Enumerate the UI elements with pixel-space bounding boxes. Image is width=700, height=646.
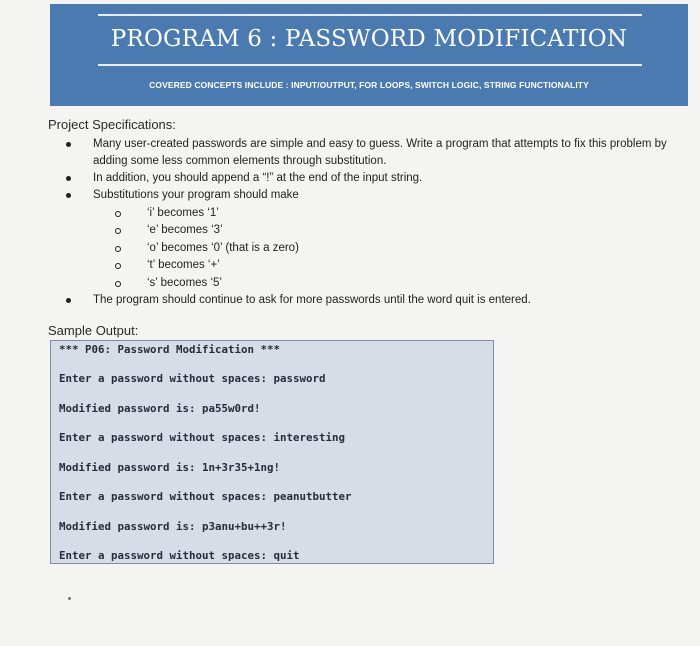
console-line: Modified password is: p3anu+bu++3r! [59, 520, 287, 533]
project-specifications-heading: Project Specifications: [48, 117, 176, 132]
substitution-item: ‘o’ becomes ‘0’ (that is a zero) [115, 240, 692, 257]
console-line: Enter a password without spaces: interesting [59, 431, 346, 444]
console-line: Enter a password without spaces: quit [59, 549, 300, 562]
covered-concepts-subtitle: COVERED CONCEPTS INCLUDE : INPUT/OUTPUT, FOR LOOPS, SWITCH LOGIC, STRING FUNCTIONALITY [149, 80, 589, 90]
spec-bullet-2: In addition, you should append a “!” at the end of the input string. [66, 170, 692, 187]
program-header-banner [50, 4, 688, 106]
substitution-item: ‘i’ becomes ‘1’ [115, 205, 692, 222]
console-line: Modified password is: 1n+3r35+1ng! [59, 461, 281, 474]
sample-output-console [50, 340, 494, 564]
substitution-item: ‘t’ becomes ‘+’ [115, 257, 692, 274]
console-line: Enter a password without spaces: password [59, 372, 326, 385]
specifications-list [66, 136, 692, 309]
spec-bullet-3-text: Substitutions your program should make [93, 189, 299, 201]
spec-bullet-1: Many user-created passwords are simple and easy to guess. Write a program that attempts to fix this problem by adding some less common elements through substitution. [66, 136, 692, 170]
substitution-item: ‘e’ becomes ‘3’ [115, 222, 692, 239]
page-title: PROGRAM 6 : PASSWORD MODIFICATION [110, 26, 628, 52]
sample-output-heading: Sample Output: [48, 323, 139, 338]
spec-bullet-3 [66, 187, 692, 292]
console-line: Enter a password without spaces: peanutbutter [59, 490, 352, 503]
substitution-item: ‘s’ becomes ‘5’ [115, 275, 692, 292]
spec-bullet-4: The program should continue to ask for more passwords until the word quit is entered. [66, 292, 692, 309]
console-line: *** P06: Password Modification *** [59, 343, 281, 356]
console-line: Modified password is: pa55w0rd! [59, 402, 261, 415]
stray-dot [68, 597, 71, 600]
header-bottom-rule [98, 64, 642, 66]
header-top-rule [98, 14, 642, 16]
substitutions-list [93, 205, 692, 292]
